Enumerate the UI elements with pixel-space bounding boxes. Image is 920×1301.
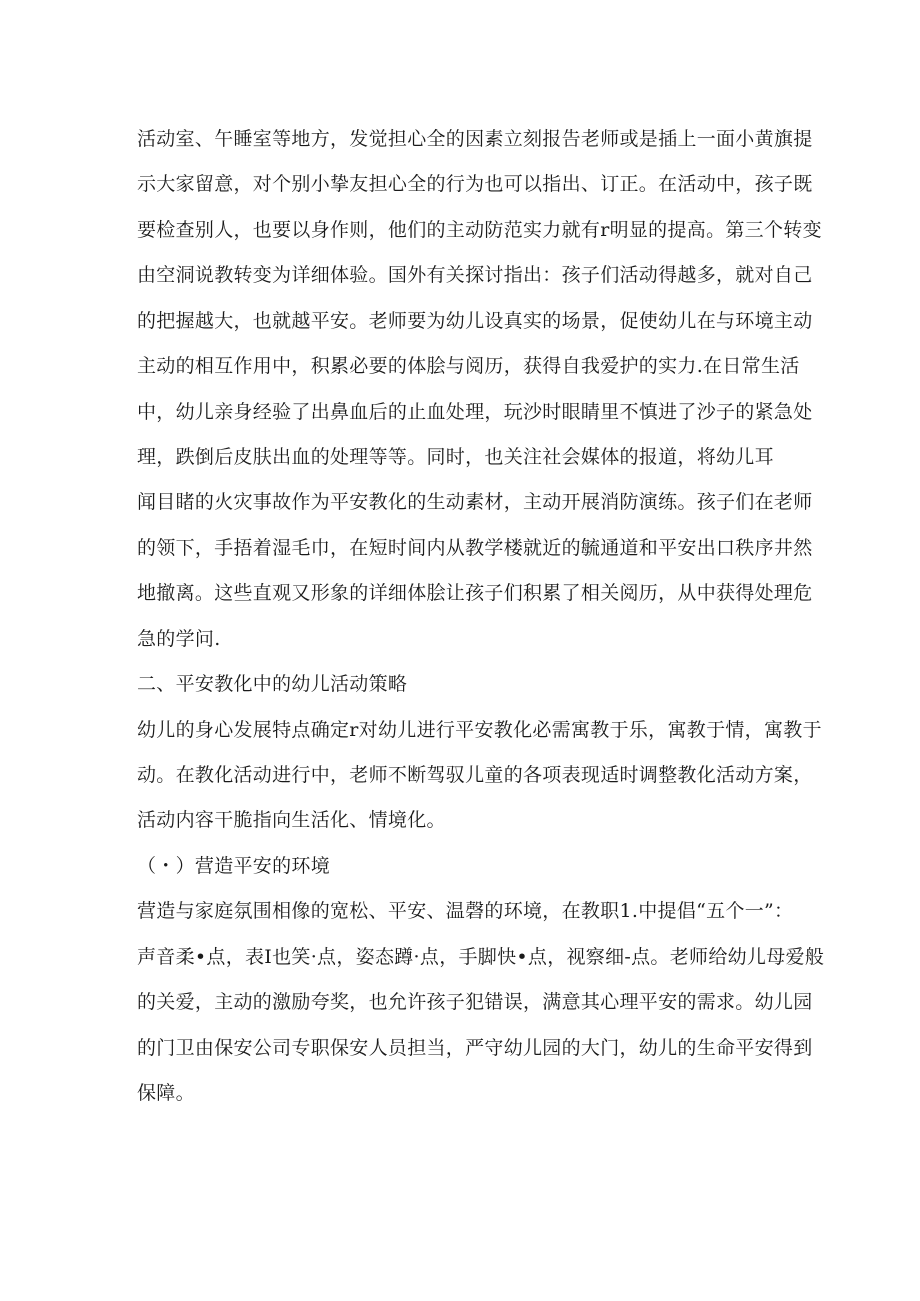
body-text-line: 活动内容干脆指向生活化、情境化。: [137, 809, 446, 831]
body-text-line: 中，幼儿亲身经验了出鼻血后的止血处理，玩沙时眼睛里不慎进了沙子的紧急处: [137, 401, 813, 423]
body-text-line: 急的学问.: [137, 628, 221, 650]
body-text-line: 闻目睹的火灾事故作为平安教化的生动素材，主动开展消防演练。孩子们在老师: [137, 491, 813, 513]
body-text-line: 要检查别人，也要以身作则，他们的主动防范实力就有r明显的提高。第三个转变: [137, 219, 822, 241]
body-text-line: 幼儿的身心发展特点确定r对幼儿进行平安教化必需寓教于乐，寓教于情，寓教于: [137, 719, 822, 741]
body-text-line: 的领下，手捂着湿毛巾，在短时间内从教学楼就近的毓通道和平安出口秩序井然: [137, 537, 813, 559]
section-heading: 二、平安教化中的幼儿活动策略: [137, 673, 408, 695]
body-text-line: 保障。: [137, 1082, 195, 1104]
subsection-heading: （・）营造平安的环境: [137, 855, 331, 877]
body-text-line: 声音柔•点，表I也笑·点，姿态蹲·点，手脚快•点，视察细-点。老师给幼儿母爱般: [137, 946, 825, 968]
body-text-line: 活动室、午睡室等地方，发觉担心全的因素立刻报告老师或是插上一面小黄旗提: [137, 128, 813, 150]
body-text-line: 的关爱，主动的激励夸奖，也允许孩子犯错误，满意其心理平安的需求。幼儿园: [137, 991, 813, 1013]
body-text-line: 地撤离。这些直观又形象的详细体脍让孩子们积累了相关阅历，从中获得处理危: [137, 582, 813, 604]
body-text-line: 的门卫由保安公司专职保安人员担当，严守幼儿园的大门，幼儿的生命平安得到: [137, 1037, 813, 1059]
body-text-line: 由空洞说教转变为详细体验。国外有关探讨指出：孩子们活动得越多，就对自己: [137, 264, 813, 286]
body-text-line: 示大家留意，对个别小挚友担心全的行为也可以指出、订正。在活动中，孩子既: [137, 173, 813, 195]
body-text-line: 营造与家庭氛围相像的宽松、平安、温磬的环境，在教职1.中提倡“五个一”：: [137, 900, 794, 922]
body-text-line: 主动的相互作用中，积累必要的体脍与阅历，获得自我爱护的实力.在日常生活: [137, 355, 800, 377]
body-text-line: 理，跌倒后皮肤出血的处理等等。同时，也关注社会媒体的报道，将幼儿耳: [137, 446, 774, 468]
body-text-line: 的把握越大，也就越平安。老师要为幼儿设真实的场景，促使幼儿在与环境主动: [137, 310, 813, 332]
body-text-line: 动。在教化活动进行中，老师不断驾驭儿童的各项表现适时调整教化活动方案，: [137, 764, 813, 786]
